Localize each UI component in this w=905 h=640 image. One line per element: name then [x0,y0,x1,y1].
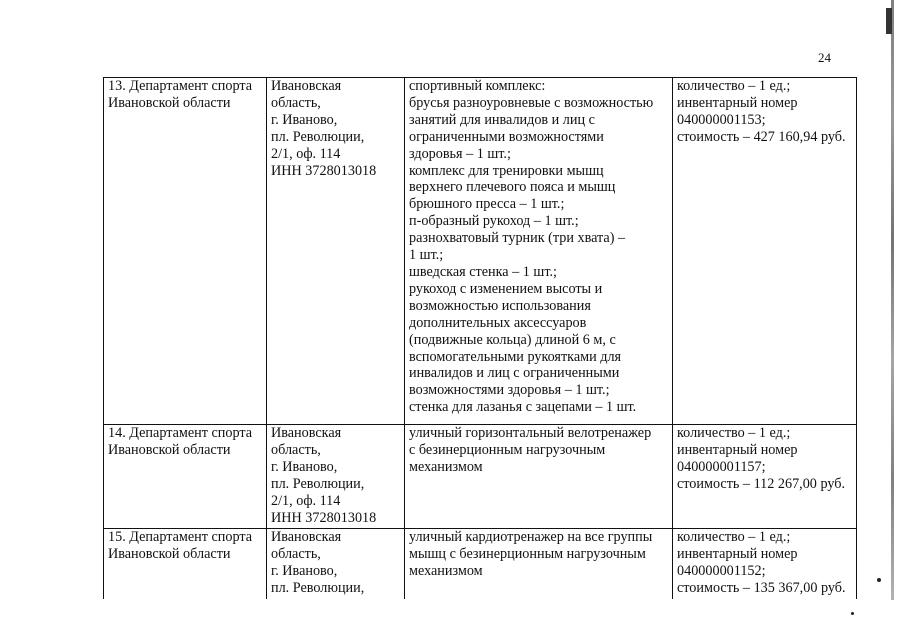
org-line: 13. Департамент спорта [108,78,253,94]
description-line: инвалидов и лиц с ограниченными [409,365,620,382]
description-line: верхнего плечевого пояса и мышц [409,179,616,196]
details-cell [673,78,857,425]
address-line: пл. Революции, [271,579,365,596]
description-line: шведская стенка – 1 шт.; [409,263,557,280]
description-line: ограниченными возможностями [409,128,604,145]
address-line: г. Иваново, [271,111,338,128]
details-line: количество – 1 ед.; [677,425,791,441]
address-line: область, [271,94,321,111]
org-line: 14. Департамент спорта [108,425,253,441]
description-line: вспомогательными рукоятками для [409,348,622,365]
details-line: стоимость – 112 267,00 руб. [677,475,846,492]
description-line: уличный кардиотренажер на все группы [409,529,653,545]
description-line: возможностью использования [409,297,591,314]
org-line: Ивановской области [108,441,231,458]
details-line: 040000001153; [677,111,766,128]
address-line: Ивановская [271,78,342,94]
address-line: пл. Революции, [271,475,365,492]
table-row [104,78,857,425]
description-line: с безинерционным нагрузочным [409,441,606,458]
description-line: стенка для лазанья с зацепами – 1 шт. [409,399,637,416]
address-line: г. Иваново, [271,562,338,579]
description-line: (подвижные кольца) длиной 6 м, с [409,331,616,348]
description-cell [405,425,673,529]
org-cell [104,529,267,599]
description-line: механизмом [409,458,483,475]
scan-dot [877,578,881,582]
address-cell [267,425,405,529]
details-line: 040000001152; [677,562,766,579]
property-table [103,77,857,599]
page-number: 24 [818,50,831,65]
description-cell [405,78,673,425]
details-line: инвентарный номер [677,441,798,458]
details-line: количество – 1 ед.; [677,529,791,545]
details-line: инвентарный номер [677,545,798,562]
address-line: ИНН 3728013018 [271,509,377,526]
description-line: рукоход с изменением высоты и [409,280,603,297]
org-line: 15. Департамент спорта [108,529,253,545]
scan-edge [891,0,894,600]
details-line: 040000001157; [677,458,766,475]
description-line: разнохватовый турник (три хвата) – [409,230,626,247]
description-line: мышц с безинерционным нагрузочным [409,545,646,562]
scan-edge-mark [886,8,892,34]
description-line: возможностями здоровья – 1 шт.; [409,382,610,399]
description-line: комплекс для тренировки мышц [409,162,604,179]
details-line: инвентарный номер [677,94,798,111]
org-line: Ивановской области [108,94,231,111]
org-cell [104,425,267,529]
table-row [104,529,857,599]
description-line: дополнительных аксессуаров [409,314,587,331]
address-line: ИНН 3728013018 [271,162,377,179]
description-line: спортивный комплекс: [409,78,546,94]
address-cell [267,529,405,599]
org-line: Ивановской области [108,545,231,562]
details-cell [673,529,857,599]
description-line: п-образный рукоход – 1 шт.; [409,213,579,230]
address-line: 2/1, оф. 114 [271,492,341,509]
details-line: стоимость – 427 160,94 руб. [677,128,846,145]
description-line: уличный горизонтальный велотренажер [409,425,652,441]
address-line: 2/1, оф. 114 [271,145,341,162]
description-line: здоровья – 1 шт.; [409,145,511,162]
description-line: 1 шт.; [409,247,444,264]
address-line: область, [271,441,321,458]
address-cell [267,78,405,425]
address-line: область, [271,545,321,562]
details-line: стоимость – 135 367,00 руб. [677,579,846,596]
address-line: г. Иваново, [271,458,338,475]
details-cell [673,425,857,529]
description-line: брюшного пресса – 1 шт.; [409,196,565,213]
org-cell [104,78,267,425]
table-row [104,425,857,529]
scan-dot [851,612,854,615]
description-line: брусья разноуровневые с возможностью [409,94,654,111]
address-line: пл. Революции, [271,128,365,145]
address-line: Ивановская [271,425,342,441]
description-line: механизмом [409,562,483,579]
address-line: Ивановская [271,529,342,545]
description-cell [405,529,673,599]
details-line: количество – 1 ед.; [677,78,791,94]
description-line: занятий для инвалидов и лиц с [409,111,595,128]
